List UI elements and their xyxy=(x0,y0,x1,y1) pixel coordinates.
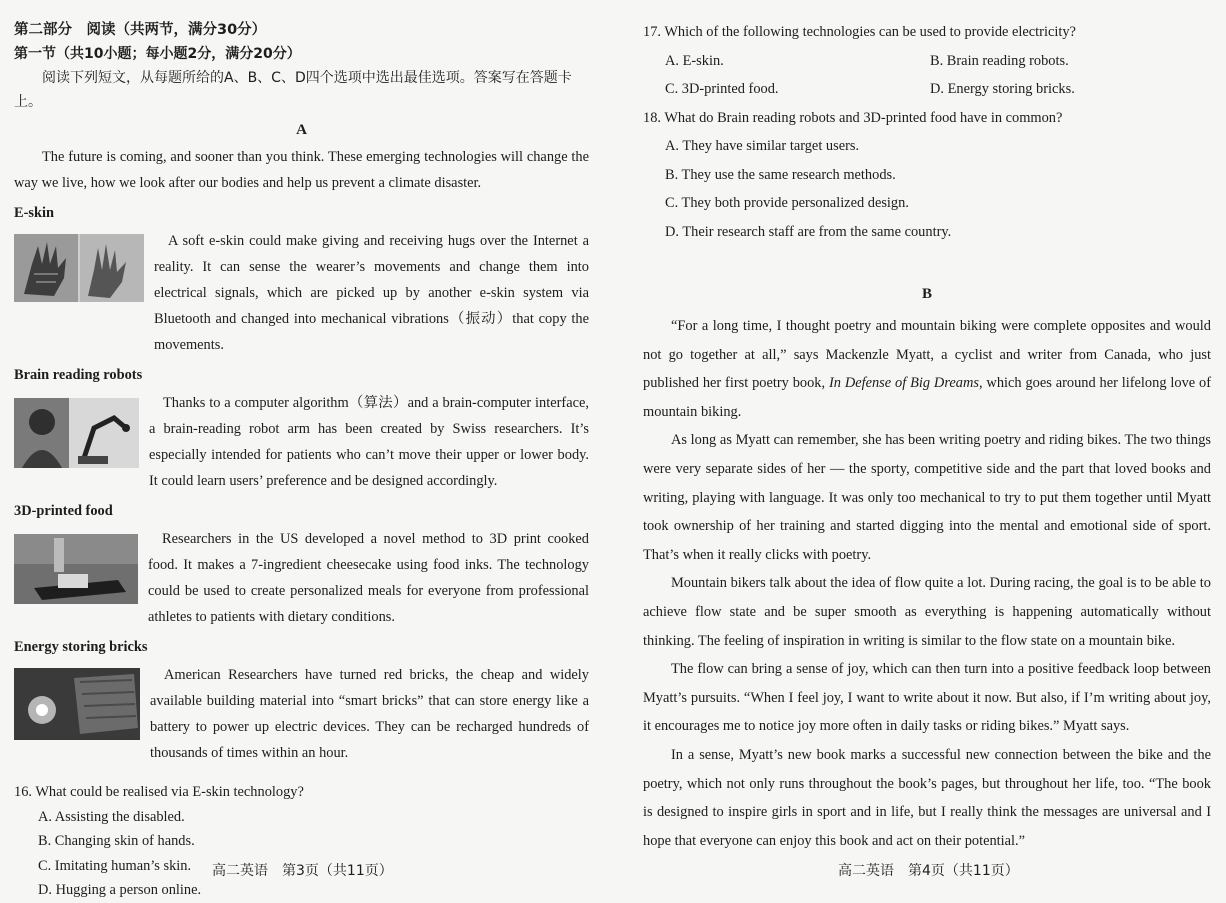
passage-b-paragraph-1 xyxy=(643,312,1211,426)
question-18-option-d: D. Their research staff are from the same country. xyxy=(665,223,952,240)
p1-before: “For a long time, I thought poetry and mountain biking were complete opposites and would not go together at all,” says Mackenzle Myatt, a cyclist and writer from Canada, who just published her first poetry book, xyxy=(643,318,1211,392)
brain-robots-text: Thanks to a computer algorithm（算法）and a brain-computer interface, a brain-reading robot arm has been created by Swiss researchers. It’s especially intended for patients who can’t move their upper or lower body. It could learn users’ preference and be designed accordingly. xyxy=(149,395,589,489)
question-18-stem: 18. What do Brain reading robots and 3D-printed food have in common? xyxy=(643,109,1063,126)
3d-food-item xyxy=(14,526,589,630)
e-skin-text: A soft e-skin could make giving and receiving hugs over the Internet a reality. It can sense the wearer’s movements and change them into electrical signals, which are picked up by another e-skin system via Bluetooth and changed into mechanical vibrations（振动）that copy the movements. xyxy=(154,233,589,353)
question-17-option-b: B. Brain reading robots. xyxy=(930,52,1069,69)
passage-a-label: A xyxy=(296,122,307,138)
instructions: 阅读下列短文，从每题所给的A、B、C、D四个选项中选出最佳选项。答案写在答题卡上。 xyxy=(14,70,572,110)
question-18 xyxy=(643,104,1211,247)
question-17-option-c: C. 3D-printed food. xyxy=(665,81,779,97)
book-title: In Defense of Big Dreams xyxy=(828,375,979,392)
part-title: 第二部分 阅读（共两节，满分30分） xyxy=(14,22,267,38)
question-17 xyxy=(643,18,1211,104)
question-17-stem: 17. Which of the following technologies can be used to provide electricity? xyxy=(643,24,1076,40)
heading-brain-robots: Brain reading robots xyxy=(14,367,143,383)
right-content xyxy=(643,18,1211,855)
passage-b-paragraph-3: Mountain bikers talk about the idea of flow quite a lot. During racing, the goal is to be able to achieve flow state and be super smooth as everything is happening automatically without thinking. The feeling of inspiration in writing is similar to the flow state on a mountain bike. xyxy=(643,575,1211,649)
question-16-option-c: C. Imitating human’s skin. xyxy=(38,857,192,874)
question-18-option-b: B. They use the same research methods. xyxy=(665,166,896,183)
page-4 xyxy=(612,0,1226,900)
question-16 xyxy=(14,780,589,903)
question-17-options xyxy=(643,47,1211,104)
question-16-option-a: A. Assisting the disabled. xyxy=(38,808,185,825)
e-skin-photo xyxy=(14,234,144,302)
passage-b-paragraph-4: The flow can bring a sense of joy, which can then turn into a positive feedback loop between Myatt’s pursuits. “When I feel joy, I want to write about it now. But also, if I’m writing about joy, it encourages me to notice joy more often in daily tasks or riding bikes.” Myatt says. xyxy=(643,661,1211,735)
heading-energy-bricks: Energy storing bricks xyxy=(14,639,148,655)
heading-e-skin: E-skin xyxy=(14,205,54,221)
question-17-option-d: D. Energy storing bricks. xyxy=(930,81,1075,97)
brain-robot-photo xyxy=(14,398,139,468)
question-16-stem: 16. What could be realised via E-skin technology? xyxy=(14,784,304,800)
question-17-option-a: A. E-skin. xyxy=(665,52,724,69)
passage-b-paragraph-2: As long as Myatt can remember, she has been writing poetry and riding bikes. The two things were very separate sides of her — the sporty, competitive side and the part that loved books and writing, playing with language. It was only too mechanical to try to put them together until Myatt took ownership of her training and started digging into the mental and emotional side of sport. That’s when it really clicks with poetry. xyxy=(643,432,1211,563)
brain-robots-item xyxy=(14,390,589,494)
energy-bricks-text: American Researchers have turned red bricks, the cheap and widely available building material into “smart bricks” that can store energy like a battery to power up electric devices. They can be recharged hundreds of thousands of times within an hour. xyxy=(150,667,589,761)
page-3 xyxy=(0,0,612,900)
energy-bricks-photo xyxy=(14,668,140,740)
left-content xyxy=(14,18,589,903)
question-16-option-d: D. Hugging a person online. xyxy=(38,882,202,898)
question-18-option-c: C. They both provide personalized design. xyxy=(665,195,909,211)
heading-3d-food: 3D-printed food xyxy=(14,503,113,519)
e-skin-item xyxy=(14,228,589,358)
passage-b-paragraph-5: In a sense, Myatt’s new book marks a successful new connection between the bike and the poetry, which not only runs throughout the book’s pages, but throughout her life, too. “The book is designed to inspire girls in sport and in life, but I really think the messages are universal and I hope that everyone can enjoy this book and act on their potential.” xyxy=(643,746,1211,849)
3d-food-photo xyxy=(14,534,138,604)
passage-b-label: B xyxy=(921,286,932,302)
question-18-option-a: A. They have similar target users. xyxy=(665,138,860,154)
page-3-footer: 高二英语 第3页（共11页） xyxy=(212,863,393,879)
question-16-option-b: B. Changing skin of hands. xyxy=(38,833,195,849)
p1-after: , which goes around her lifelong love of mountain biking. xyxy=(643,375,1212,420)
energy-bricks-item xyxy=(14,662,589,766)
passage-a-intro: The future is coming, and sooner than you think. These emerging technologies will change the way we live, how we look after our bodies and help us prevent a climate disaster. xyxy=(14,149,589,191)
3d-food-text: Researchers in the US developed a novel method to 3D print cooked food. It makes a 7-ingredient cheesecake using food inks. The technology could be used to create personalized meals for everyone from professional athletes to patients with dietary conditions. xyxy=(148,531,589,625)
page-4-footer: 高二英语 第4页（共11页） xyxy=(838,863,1019,879)
section-title: 第一节（共10小题；每小题2分，满分20分） xyxy=(14,46,301,62)
